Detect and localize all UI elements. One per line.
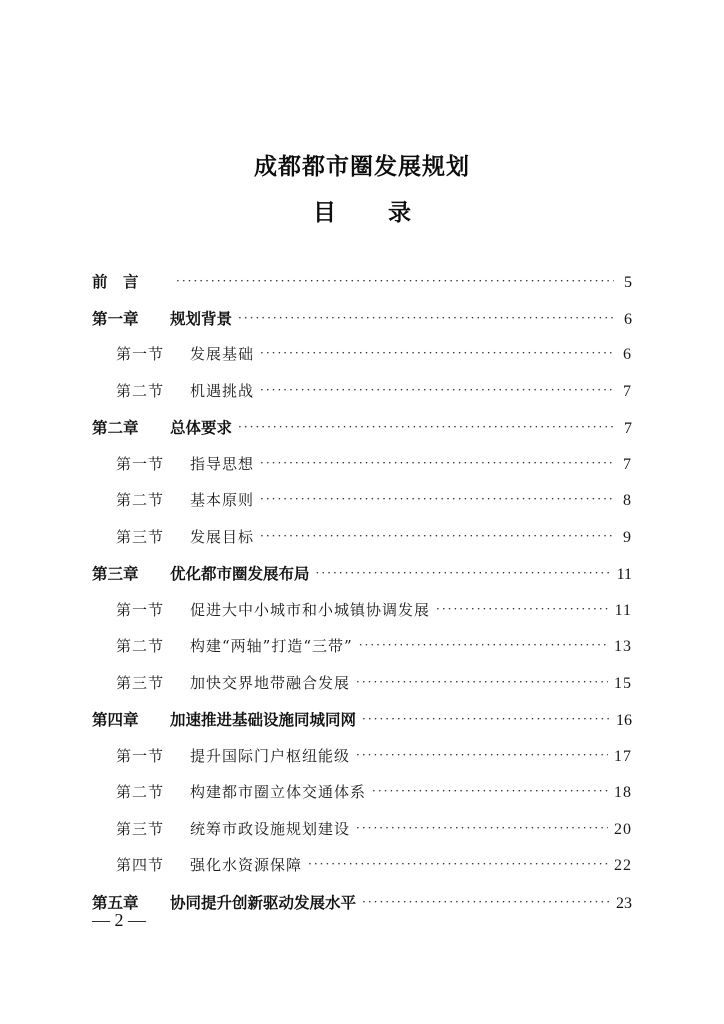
- toc-entry-number: 第一节: [116, 600, 165, 619]
- toc-entry[interactable]: [92, 672, 632, 709]
- toc-entry-number: 第二章: [92, 419, 139, 437]
- toc-entry-label: [92, 270, 170, 292]
- dot-leader: [260, 346, 614, 360]
- page-number-footer: — 2 —: [92, 910, 146, 930]
- toc-entry-page: 18: [614, 784, 632, 801]
- toc-entry[interactable]: [92, 343, 632, 380]
- dot-leader: [356, 675, 608, 689]
- toc-entry-page: 5: [624, 274, 632, 291]
- toc-entry-title: 基本原则: [190, 491, 255, 509]
- toc-entry-label: [92, 416, 232, 438]
- toc-entry-number: 第四节: [116, 856, 165, 874]
- dot-leader: [436, 602, 609, 616]
- toc-entry-title: 指导思想: [190, 454, 255, 473]
- toc-entry-number: 第二节: [116, 637, 165, 655]
- dot-leader: [260, 456, 614, 470]
- toc-entry-page: 22: [614, 857, 632, 874]
- dot-leader: [359, 638, 608, 652]
- toc-entry-page: 17: [614, 747, 632, 765]
- toc-entry-label: [116, 453, 254, 474]
- dot-leader: [260, 492, 614, 506]
- toc-entry-label: [116, 818, 350, 839]
- dot-leader: [260, 529, 614, 543]
- toc-entry-title: 加快交界地带融合发展: [190, 673, 351, 692]
- toc-entry-title: 统筹市政设施规划建设: [190, 819, 351, 838]
- toc-entry[interactable]: [92, 781, 632, 818]
- toc-entry-title: 发展目标: [190, 527, 255, 546]
- toc-entry[interactable]: [92, 854, 632, 891]
- toc-entry-label: [116, 526, 254, 547]
- dot-leader: [362, 712, 610, 726]
- toc-entry-number: 第三节: [116, 819, 165, 838]
- toc-entry-number: 第二节: [116, 491, 165, 509]
- toc-entry-page: 7: [623, 382, 632, 400]
- toc-entry[interactable]: [92, 416, 632, 453]
- toc-entry[interactable]: [92, 818, 632, 855]
- dot-leader: [372, 784, 608, 798]
- toc-entry-page: 7: [624, 420, 632, 437]
- toc-entry-number: 第二节: [116, 783, 165, 801]
- toc-entry-label: [116, 380, 254, 401]
- dot-leader: [260, 383, 614, 397]
- toc-entry-title: 强化水资源保障: [190, 856, 303, 874]
- toc-entry-label: [116, 745, 350, 766]
- toc-entry-title: 构建“两轴”打造“三带”: [190, 637, 353, 655]
- toc-entry-title: 促进大中小城市和小城镇协调发展: [190, 600, 431, 619]
- toc-entry-label: [116, 489, 254, 510]
- toc-entry-number: 第四章: [92, 711, 139, 729]
- toc-entry[interactable]: [92, 526, 632, 563]
- dot-leader: [362, 895, 610, 909]
- dot-leader: [238, 420, 614, 434]
- toc-entry[interactable]: [92, 380, 632, 417]
- toc-entry[interactable]: [92, 891, 632, 928]
- toc-entry-title: 发展基础: [190, 345, 255, 363]
- toc-entry-page: 6: [623, 346, 632, 363]
- toc-entry-number: 第三节: [116, 527, 165, 546]
- toc-entry-number: 第五章: [92, 893, 139, 912]
- toc-heading: 目 录: [312, 199, 433, 226]
- toc-entry-title: 优化都市圈发展布局: [170, 565, 310, 583]
- toc-entry-label: [116, 343, 254, 364]
- toc-entry-page: 11: [616, 566, 632, 583]
- toc-entry-number: 第一节: [116, 454, 165, 473]
- toc-entry-title: 构建都市圈立体交通体系: [190, 783, 367, 801]
- table-of-contents: [92, 270, 632, 927]
- toc-entry[interactable]: [92, 708, 632, 745]
- toc-entry-number: 第二节: [116, 381, 165, 400]
- toc-entry-title: 提升国际门户枢纽能级: [190, 746, 351, 765]
- toc-entry-page: 23: [616, 894, 632, 912]
- toc-entry-page: 13: [614, 638, 632, 655]
- toc-entry[interactable]: [92, 489, 632, 526]
- toc-entry-label: [116, 781, 366, 802]
- document-title: 成都都市圈发展规划: [254, 153, 470, 180]
- toc-entry-number: 第一节: [116, 746, 165, 765]
- toc-entry-page: 8: [623, 492, 632, 509]
- toc-entry[interactable]: [92, 270, 632, 307]
- toc-entry-number: 前 言: [92, 273, 139, 291]
- toc-entry-title: 规划背景: [170, 309, 233, 328]
- toc-entry-page: 16: [616, 712, 632, 729]
- toc-entry-title: 加速推进基础设施同城同网: [170, 711, 357, 729]
- toc-entry[interactable]: [92, 307, 632, 344]
- toc-entry-page: 9: [623, 528, 632, 546]
- toc-entry-label: [116, 635, 353, 656]
- dot-leader: [308, 857, 608, 871]
- toc-entry-number: 第三章: [92, 565, 139, 583]
- toc-entry[interactable]: [92, 745, 632, 782]
- toc-entry-label: [92, 562, 310, 584]
- toc-entry-label: [116, 599, 430, 620]
- dot-leader: [356, 821, 608, 835]
- toc-entry-title: 机遇挑战: [190, 381, 255, 400]
- dot-leader: [316, 566, 611, 580]
- toc-entry-page: 7: [623, 455, 632, 473]
- toc-entry[interactable]: [92, 562, 632, 599]
- toc-entry-title: 总体要求: [170, 419, 233, 437]
- toc-entry-label: [116, 672, 350, 693]
- toc-entry-page: 6: [624, 310, 632, 328]
- toc-entry-label: [116, 854, 302, 875]
- dot-leader: [356, 748, 608, 762]
- toc-entry-number: 第三节: [116, 673, 165, 692]
- toc-entry-label: [92, 708, 356, 730]
- toc-entry-page: 20: [614, 820, 632, 838]
- toc-entry-number: 第一章: [92, 309, 139, 328]
- dot-leader: [176, 274, 614, 288]
- toc-entry-title: 协同提升创新驱动发展水平: [170, 893, 357, 912]
- toc-entry-label: [92, 307, 232, 329]
- toc-entry[interactable]: [92, 453, 632, 490]
- dot-leader: [238, 311, 614, 325]
- toc-entry[interactable]: [92, 599, 632, 636]
- toc-entry-number: 第一节: [116, 345, 165, 363]
- toc-entry-page: 15: [614, 674, 632, 692]
- toc-entry[interactable]: [92, 635, 632, 672]
- toc-entry-page: 11: [614, 601, 632, 619]
